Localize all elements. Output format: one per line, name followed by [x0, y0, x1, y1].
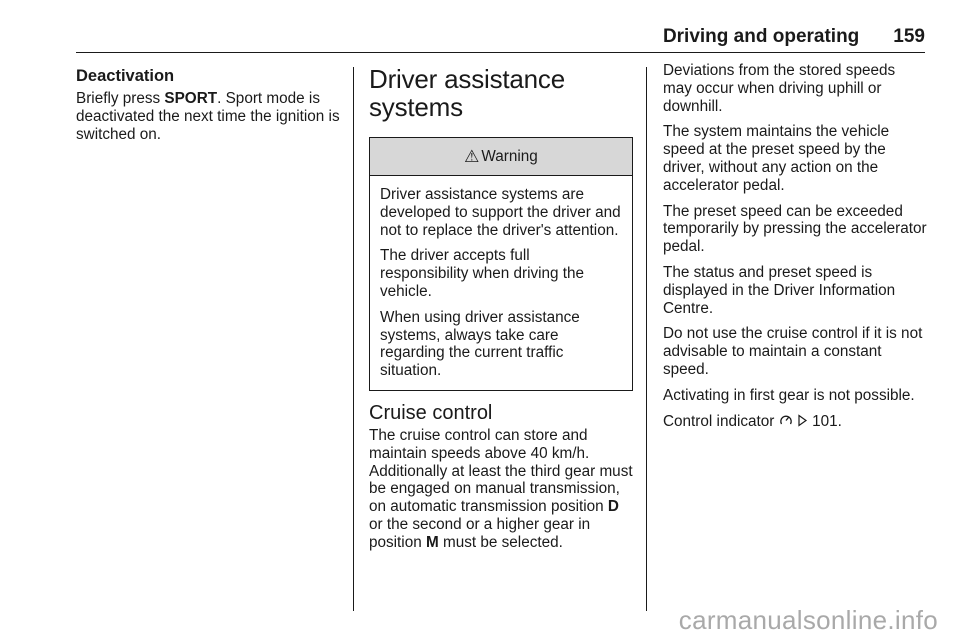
deactivation-text: Briefly press SPORT. Sport mode is deactivated the next time the ignition is switched on. [76, 90, 340, 143]
header-rule [76, 52, 925, 53]
warning-paragraph: The driver accepts full responsibility when driving the vehicle. [380, 247, 585, 300]
warning-box [369, 137, 633, 391]
gear-position-d: D [607, 498, 619, 516]
column-2 [369, 62, 633, 560]
control-indicator-text: Control indicator 101. [663, 412, 842, 430]
sport-button-label: SPORT [164, 90, 218, 107]
body-paragraph: Do not use the cruise control if it is not advisable to maintain a constant speed. [663, 325, 923, 378]
watermark: carmanualsonline.info [678, 605, 938, 635]
warning-label: Warning [481, 147, 538, 165]
warning-triangle-icon: ⚠ [464, 146, 480, 166]
warning-paragraph: Driver assistance systems are developed to support the driver and not to replace the driver's attention. [380, 186, 621, 239]
warning-body [370, 176, 632, 390]
gear-position-m: M [425, 533, 439, 551]
cruise-control-icon [779, 413, 793, 427]
cruise-control-intro: The cruise control can store and maintain speeds above 40 km/h. [369, 426, 590, 462]
body-paragraph: The status and preset speed is displayed in the Driver Information Centre. [663, 263, 896, 317]
header-title: Driving and operating [662, 26, 860, 47]
page-header [0, 26, 925, 48]
warning-paragraph: When using driver assistance systems, always take care regarding the current traffic situation. [380, 308, 580, 380]
column-1 [76, 62, 348, 151]
cruise-control-gear-text: Additionally at least the third gear must be engaged on manual transmission, on automatic transmission position D or the second or a higher gear in position M must be selected. [369, 462, 633, 551]
body-paragraph: The system maintains the vehicle speed at the preset speed by the driver, without any action on the accelerator pedal. [663, 123, 890, 194]
deactivation-heading: Deactivation [76, 67, 175, 85]
reference-page-number: 101. [812, 412, 842, 430]
column-3 [663, 62, 927, 438]
warning-header [370, 138, 632, 176]
column-divider-2 [646, 67, 647, 611]
page-number: 159 [893, 26, 925, 47]
column-divider-1 [353, 67, 354, 611]
body-paragraph: Activating in first gear is not possible. [663, 386, 915, 404]
body-paragraph: The preset speed can be exceeded temporarily by pressing the accelerator pedal. [663, 202, 927, 256]
page-reference-icon [797, 414, 808, 427]
driver-assistance-title: Driver assistance systems [369, 64, 565, 122]
cruise-control-heading: Cruise control [369, 401, 493, 424]
body-paragraph: Deviations from the stored speeds may occur when driving uphill or downhill. [663, 62, 896, 115]
